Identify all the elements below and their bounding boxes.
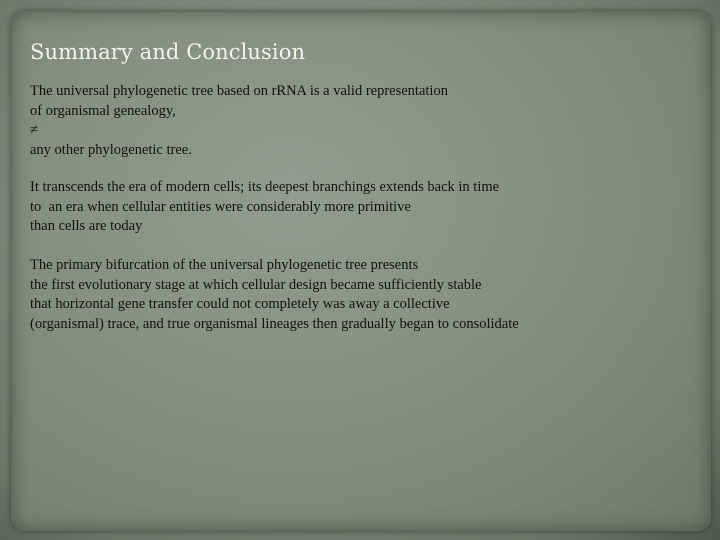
text-line: that horizontal gene transfer could not completely was away a collective [30, 296, 450, 313]
text-line: to an era when cellular entities were considerably more primitive [30, 198, 411, 215]
slide-title: Summary and Conclusion [30, 40, 306, 64]
not-equal-symbol: ≠ [30, 122, 38, 139]
text-line: The universal phylogenetic tree based on rRNA is a valid representation [30, 83, 448, 99]
text-line: It transcends the era of modern cells; its deepest branchings extends back in time [30, 179, 500, 195]
text-line: the first evolutionary stage at which cellular design became sufficiently stable [30, 276, 482, 293]
text-line: any other phylogenetic tree. [30, 141, 192, 158]
text-line: of organismal genealogy, [30, 102, 176, 119]
paragraph-bifurcation [30, 256, 519, 334]
paragraph-representation [30, 82, 448, 160]
text-line: (organismal) trace, and true organismal lineages then gradually began to consolidate [30, 315, 519, 332]
text-line: The primary bifurcation of the universal phylogenetic tree presents [30, 257, 419, 273]
paragraph-transcends [30, 178, 499, 237]
text-line: than cells are today [30, 218, 143, 235]
